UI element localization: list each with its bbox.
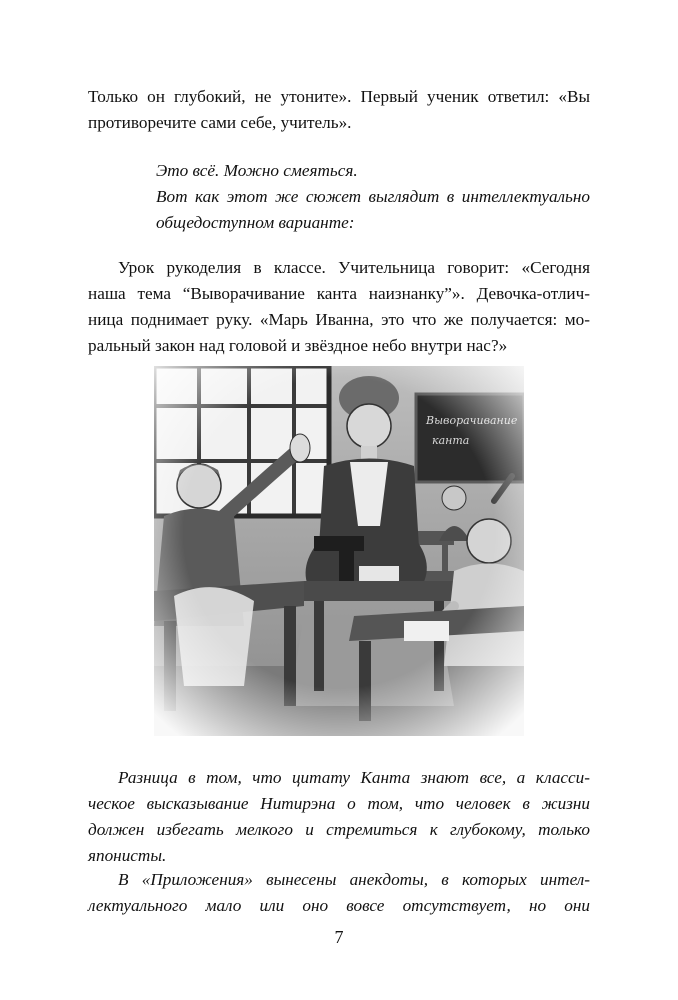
bottom-paragraph-1 [88, 765, 590, 869]
text-line: противоречите сами себе, учитель». [88, 113, 352, 132]
text-line: ница поднимает руку. «Марь Иванна, это что же получается: мо- [88, 310, 590, 329]
anecdote-paragraph [88, 255, 590, 359]
bottom-paragraph-2 [88, 867, 590, 919]
text-line: Вот как этот же сюжет выглядит в интеллектуально [156, 187, 590, 206]
vignette-overlay [154, 366, 524, 736]
text-line: общедоступном варианте: [156, 213, 355, 232]
text-line: ральный закон над головой и звёздное небо внутри нас?» [88, 336, 508, 355]
top-paragraph [88, 84, 590, 136]
italic-intro [88, 158, 590, 236]
text-line: Разница в том, что цитату Канта знают все, а класси- [118, 768, 590, 787]
classroom-illustration [154, 366, 524, 736]
page-number: 7 [334, 927, 344, 947]
text-line: наша тема “Выворачивание канта наизнанку”». Девочка-отлич- [88, 284, 590, 303]
text-line: Это всё. Можно смеяться. [156, 161, 358, 180]
text-line: ческое высказывание Нитирэна о том, что человек в жизни [88, 794, 590, 813]
text-line: должен избегать мелкого и стремиться к глубокому, только [88, 820, 590, 839]
text-line: японисты. [88, 846, 167, 865]
text-line: В «Приложения» вынесены анекдоты, в которых интел- [118, 870, 590, 889]
text-line: лектуального мало или оно вовсе отсутствует, но они [88, 896, 590, 915]
text-line: Урок рукоделия в классе. Учительница говорит: «Сегодня [118, 258, 590, 277]
text-line: Только он глубокий, не утоните». Первый ученик ответил: «Вы [88, 87, 590, 106]
